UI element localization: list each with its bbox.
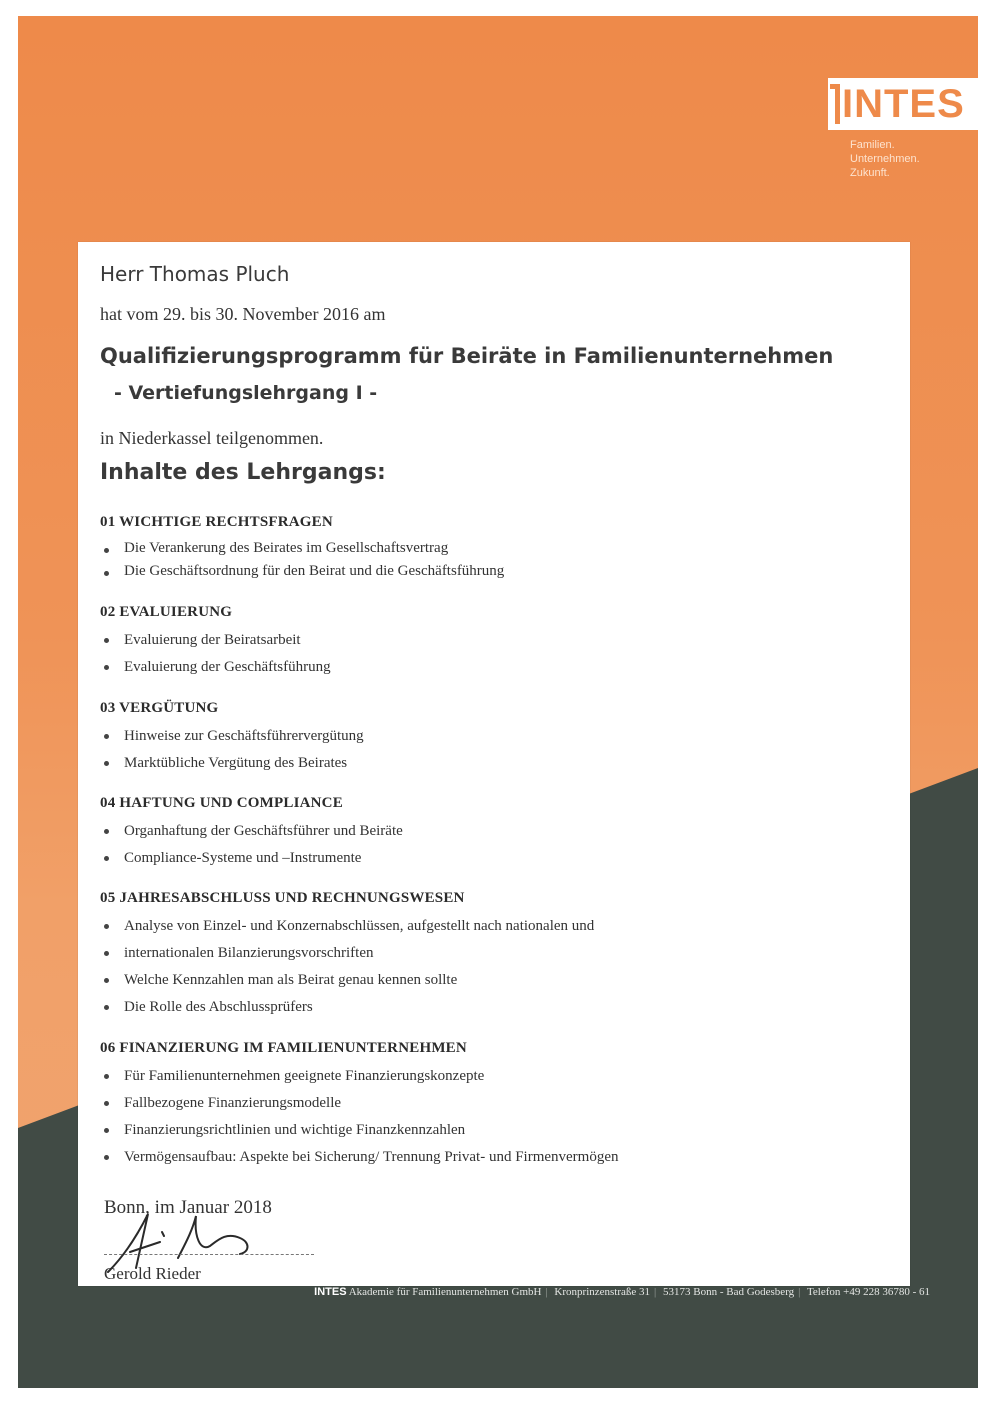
- section-title: 06 FINANZIERUNG IM FAMILIENUNTERNEHMEN: [100, 1040, 467, 1056]
- list-item: Welche Kennzahlen man als Beirat genau kennen sollte: [100, 967, 880, 994]
- section-compensation: [100, 700, 880, 777]
- list-item: Evaluierung der Geschäftsführung: [100, 654, 880, 681]
- list-item: Evaluierung der Beiratsarbeit: [100, 627, 880, 654]
- list-item: internationalen Bilanzierungsvorschriften: [100, 940, 880, 967]
- logo-mark: [828, 78, 978, 130]
- section-list: [100, 627, 880, 681]
- intes-logo: [828, 78, 978, 198]
- list-item: Fallbezogene Finanzierungsmodelle: [100, 1090, 880, 1117]
- list-item: Die Rolle des Abschlussprüfers: [100, 994, 880, 1021]
- section-title: 01 WICHTIGE RECHTSFRAGEN: [100, 514, 333, 530]
- section-title: 04 HAFTUNG UND COMPLIANCE: [100, 795, 343, 811]
- list-item: Finanzierungsrichtlinien und wichtige Finanzkennzahlen: [100, 1117, 880, 1144]
- section-list: [100, 818, 880, 872]
- footer-city: 53173 Bonn - Bad Godesberg: [662, 1286, 795, 1298]
- recipient-name: Herr Thomas Pluch: [100, 262, 290, 286]
- logo-tagline: [850, 138, 920, 180]
- date-line: hat vom 29. bis 30. November 2016 am: [100, 304, 386, 324]
- course-subtitle: - Vertiefungslehrgang I -: [114, 382, 378, 404]
- footer-phone: Telefon +49 228 36780 - 61: [806, 1286, 930, 1298]
- section-list: [100, 913, 880, 1021]
- certificate-panel: [78, 242, 910, 1286]
- list-item: Vermögensaufbau: Aspekte bei Sicherung/ Trennung Privat- und Firmenvermögen: [100, 1144, 880, 1171]
- tagline-line: Unternehmen.: [850, 153, 920, 165]
- section-financing: [100, 1040, 880, 1171]
- place-date: Bonn, im Januar 2018: [104, 1197, 272, 1218]
- footer-address: INTES Akademie für Familienunternehmen GmbH | Kronprinzenstraße 31 | 53173 Bonn - Bad Godesberg | Telefon +49 228 36780 - 61: [314, 1286, 930, 1298]
- list-item: Compliance-Systeme und –Instrumente: [100, 845, 880, 872]
- contents-heading: Inhalte des Lehrgangs:: [100, 460, 386, 485]
- section-title: 02 EVALUIERUNG: [100, 604, 233, 620]
- list-item: Die Geschäftsordnung für den Beirat und die Geschäftsführung: [100, 560, 880, 583]
- section-list: [100, 1063, 880, 1171]
- tagline-line: Familien.: [850, 139, 895, 151]
- list-item: Hinweise zur Geschäftsführervergütung: [100, 723, 880, 750]
- section-title: 03 VERGÜTUNG: [100, 700, 219, 716]
- section-legal: [100, 514, 880, 583]
- section-accounting: [100, 890, 880, 1021]
- signature-line: [104, 1254, 314, 1255]
- logo-bracket-icon: [830, 84, 840, 124]
- section-list: [100, 537, 880, 583]
- section-title: 05 JAHRESABSCHLUSS UND RECHNUNGSWESEN: [100, 890, 465, 906]
- list-item: Analyse von Einzel- und Konzernabschlüssen, aufgestellt nach nationalen und: [100, 913, 880, 940]
- list-item: Marktübliche Vergütung des Beirates: [100, 750, 880, 777]
- section-evaluation: [100, 604, 880, 681]
- list-item: Die Verankerung des Beirates im Gesellschaftsvertrag: [100, 537, 880, 560]
- footer-street: Kronprinzenstraße 31: [554, 1286, 651, 1298]
- section-list: [100, 723, 880, 777]
- tagline-line: Zukunft.: [850, 167, 890, 179]
- list-item: Organhaftung der Geschäftsführer und Beiräte: [100, 818, 880, 845]
- footer-org-bold: INTES: [314, 1286, 347, 1298]
- course-title: Qualifizierungsprogramm für Beiräte in Familienunternehmen: [100, 344, 834, 368]
- signer-name: Gerold Rieder: [104, 1264, 201, 1283]
- location-line: in Niederkassel teilgenommen.: [100, 428, 324, 448]
- list-item: Für Familienunternehmen geeignete Finanzierungskonzepte: [100, 1063, 880, 1090]
- section-liability: [100, 795, 880, 872]
- logo-text: INTES: [842, 82, 965, 126]
- footer-org: Akademie für Familienunternehmen GmbH: [348, 1286, 542, 1298]
